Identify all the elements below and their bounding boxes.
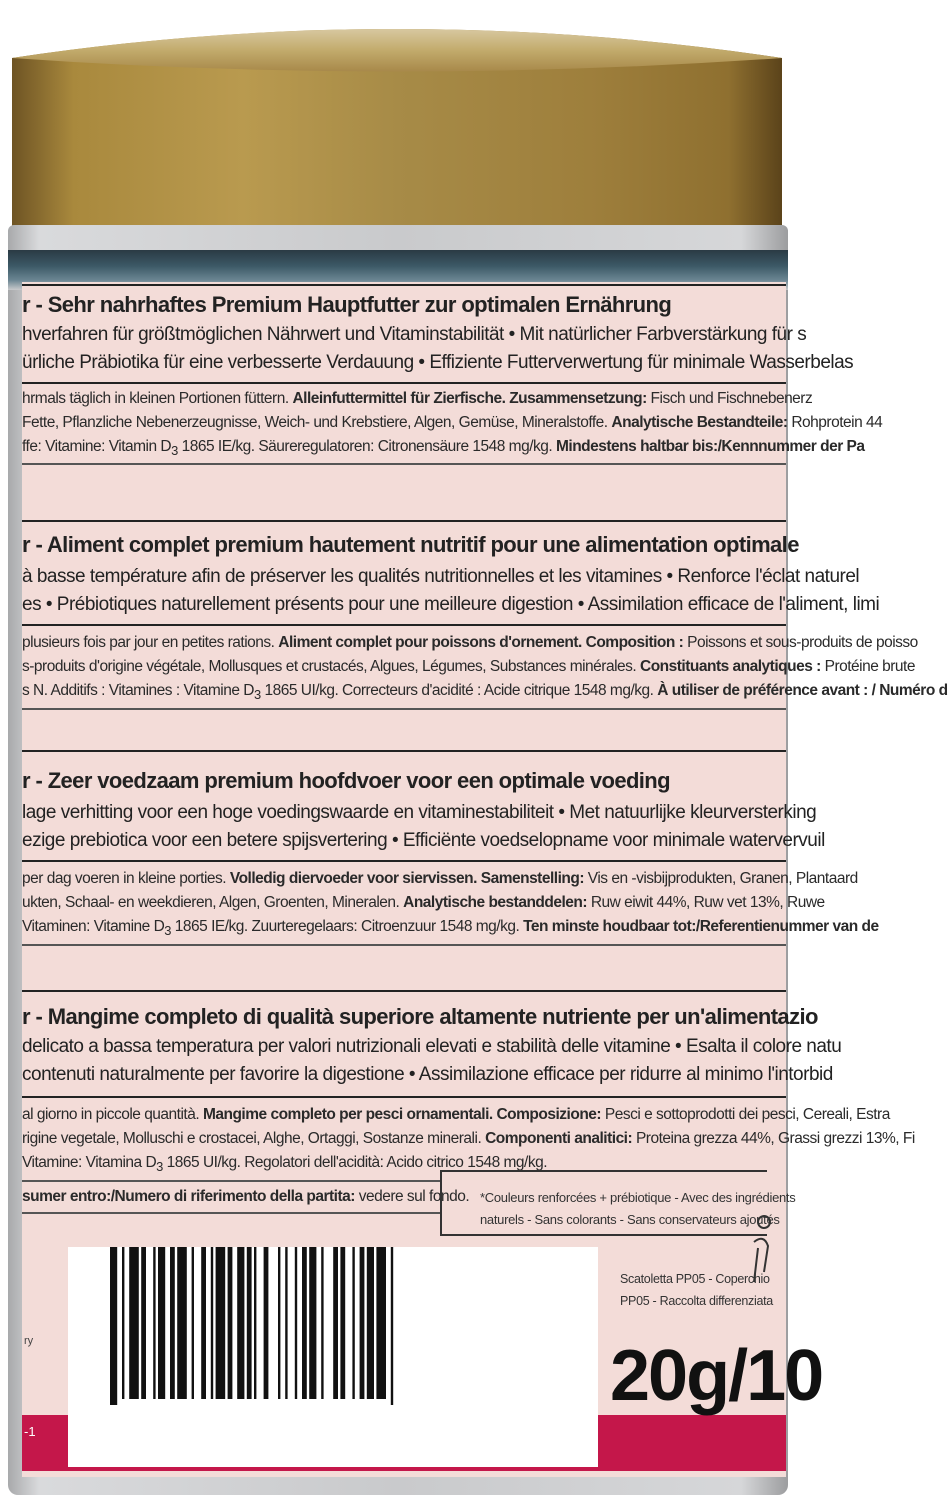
divider: [22, 463, 786, 465]
italian-detail-line: Vitamine: Vitamina $D_3$ 1865 UI/kg. Regolatori dell'acidità: Acido citrico 1548 mg/kg.: [22, 1154, 548, 1175]
footnote-line: naturels - Sans colorants - Sans conservateurs ajoutés: [480, 1212, 780, 1227]
dutch-detail-line: ukten, Schaal- en weekdieren, Algen, Groenten, Mineralen. Analytische bestanddelen: Ruw eiwit 44%, Ruw vet 13%, Ruwe: [22, 894, 825, 911]
barcode-bar: [201, 1247, 206, 1399]
barcode-bar: [321, 1247, 323, 1399]
german-detail-line: hrmals täglich in kleinen Portionen füttern. Alleinfuttermittel für Zierfische. Zusammensetzung: Fisch und Fischnebenerz: [22, 390, 813, 407]
italian-benefit-line: delicato a bassa temperatura per valori nutrizionali elevati e stabilità delle vitamine • Esalta il colore natu: [22, 1036, 842, 1057]
barcode-bar: [237, 1247, 244, 1399]
divider: [22, 860, 786, 862]
divider: [22, 944, 786, 946]
divider: [22, 1180, 440, 1182]
french-headline: r - Aliment complet premium hautement nutritif pour une alimentation optimale: [22, 532, 799, 557]
italian-benefit-line: contenuti naturalmente per favorire la digestione • Assimilazione efficace per ridurre al minimo l'intorbid: [22, 1064, 833, 1085]
packaging-info-line: Scatoletta PP05 - Coperchio: [620, 1272, 770, 1286]
divider: [22, 284, 786, 286]
left-edge-text: ry: [24, 1335, 34, 1347]
barcode-bar: [247, 1247, 252, 1399]
barcode-bar: [333, 1247, 338, 1399]
barcode-bar: [228, 1247, 233, 1399]
dutch-benefit-line: lage verhitting voor een hoge voedingswaarde en vitaminestabiliteit • Met natuurlijke kleurversterking: [22, 802, 817, 823]
barcode-bar: [309, 1247, 316, 1399]
divider: [22, 520, 786, 522]
net-weight: 20g/10: [610, 1336, 823, 1416]
divider: [22, 1212, 440, 1214]
barcode-bar: [211, 1247, 213, 1399]
barcode-bar: [153, 1247, 155, 1399]
french-benefit-line: es • Prébiotiques naturellement présents pour une meilleure digestion • Assimilation efficace de l'aliment, limi: [22, 594, 880, 615]
barcode-bars: [106, 1247, 586, 1407]
barcode-bar: [264, 1247, 269, 1399]
footnote-line: *Couleurs renforcées + prébiotique - Avec des ingrédients: [480, 1190, 796, 1205]
italian-detail-line: sumer entro:/Numero di riferimento della partita: vedere sul fondo.: [22, 1188, 470, 1205]
barcode-bar: [170, 1247, 175, 1399]
barcode-bar: [141, 1247, 146, 1399]
barcode-bar: [110, 1247, 117, 1407]
dutch-benefit-line: ezige prebiotica voor een betere spijsvertering • Efficiënte voedselopname voor minimale watervervuil: [22, 830, 825, 851]
divider: [22, 1096, 786, 1098]
gold-lid: [0, 0, 794, 260]
barcode-bar: [158, 1247, 165, 1399]
divider: [22, 382, 786, 384]
barcode-bar: [295, 1247, 297, 1399]
divider: [22, 708, 786, 710]
italian-detail-line: rigine vegetale, Molluschi e crostacei, Alghe, Ortaggi, Sostanze minerali. Componenti analitici: Proteina grezza 44%, Grassi grezzi 13%, Fi: [22, 1130, 915, 1147]
italian-detail-line: al giorno in piccole quantità. Mangime completo per pesci ornamentali. Composizione: Pesci e sottoprodotti dei pesci, Cereali, Estra: [22, 1106, 890, 1123]
german-benefit-line: hverfahren für größtmöglichen Nährwert und Vitaminstabilität • Mit natürlicher Farbverstärkung für s: [22, 324, 807, 345]
dutch-detail-line: Vitaminen: Vitamine $D_3$ 1865 IE/kg. Zuurteregelaars: Citroenzuur 1548 mg/kg. Ten minste houdbaar tot:/Referentienummer van de: [22, 918, 879, 939]
barcode-bar: [122, 1247, 124, 1399]
barcode-bar: [192, 1247, 194, 1399]
barcode-bar: [177, 1247, 187, 1399]
barcode-bar: [340, 1247, 345, 1399]
french-detail-line: s-produits d'origine végétale, Mollusques et crustacés, Algues, Légumes, Substances minérales. Constituants analytiques : Protéine brute: [22, 658, 915, 675]
barcode-bar: [391, 1247, 393, 1407]
barcode-bar: [367, 1247, 374, 1399]
italian-headline: r - Mangime completo di qualità superiore altamente nutriente per un'alimentazio: [22, 1004, 818, 1029]
german-detail-line: ffe: Vitamine: Vitamin $D_3$ 1865 IE/kg. Säureregulatoren: Citronensäure 1548 mg/kg. Mindestens haltbar bis:/Kennnummer der Pa: [22, 438, 865, 459]
barcode-bar: [376, 1247, 386, 1399]
german-benefit-line: ürliche Präbiotika für eine verbesserte Verdauung • Effiziente Futterverwertung für minimale Wasserbelas: [22, 352, 854, 373]
divider: [22, 990, 786, 992]
german-headline: r - Sehr nahrhaftes Premium Hauptfutter zur optimalen Ernährung: [22, 292, 672, 317]
barcode-bar: [302, 1247, 307, 1399]
divider: [22, 750, 786, 752]
german-detail-line: Fette, Pflanzliche Nebenerzeugnisse, Weich- und Krebstiere, Algen, Gemüse, Mineralstoffe. Analytische Bestandteile: Rohprotein 44: [22, 414, 883, 431]
barcode-bar: [360, 1247, 365, 1399]
barcode-underlay: [68, 1405, 598, 1467]
french-detail-line: plusieurs fois par jour en petites rations. Aliment complet pour poissons d'ornement. Composition : Poissons et sous-produits de poisso: [22, 634, 918, 651]
barcode-bar: [352, 1247, 354, 1399]
dutch-headline: r - Zeer voedzaam premium hoofdvoer voor een optimale voeding: [22, 768, 670, 793]
barcode-bar: [254, 1247, 256, 1399]
french-detail-line: s N. Additifs : Vitamines : Vitamine $D_3$ 1865 UI/kg. Correcteurs d'acidité : Acide citrique 1548 mg/kg. À utiliser de préférence avant : / Numéro d: [22, 682, 948, 703]
dutch-detail-line: per dag voeren in kleine porties. Volledig diervoeder voor siervissen. Samenstelling: Vis en -visbijprodukten, Granen, Plantaard: [22, 870, 858, 887]
left-edge-code: -1: [24, 1424, 36, 1439]
barcode-bar: [285, 1247, 287, 1399]
barcode-bar: [278, 1247, 280, 1399]
barcode-bar: [216, 1247, 226, 1399]
french-benefit-line: à basse température afin de préserver les qualités nutritionnelles et les vitamines • Renforce l'éclat naturel: [22, 566, 860, 587]
barcode-bar: [129, 1247, 139, 1399]
divider: [22, 624, 786, 626]
packaging-info-line: PP05 - Raccolta differenziata: [620, 1294, 773, 1308]
